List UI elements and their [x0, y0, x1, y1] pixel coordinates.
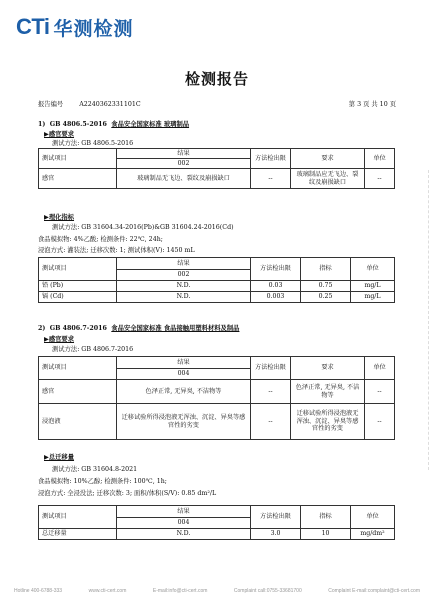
- subsection-title: ▶感官要求: [44, 131, 75, 138]
- page-edge-marks: [428, 170, 434, 470]
- test-method-line: 测试方法: GB 31604.34-2016(Pb)&GB 31604.24-2016(Cd): [52, 224, 234, 231]
- footer-email: E-mail:info@cti-cert.com: [152, 588, 208, 594]
- test-method-line: 测试方法: GB 4806.7-2016: [52, 346, 134, 353]
- physicochemical-table-glass: [38, 257, 395, 303]
- subsection-title: ▶总迁移量: [44, 454, 75, 461]
- report-title: 检测报告: [184, 70, 249, 88]
- test-condition-line: 浸泡方式: 灌装法; 迁移次数: 1; 测试体积(V): 1450 mL: [38, 247, 195, 254]
- table-header-cell: 方法检出限: [251, 258, 301, 281]
- footer-complaint-email: Complaint E-mail:complaint@cti-cert.com: [328, 588, 420, 594]
- report-number-value: A2240362331101C: [79, 101, 141, 108]
- section-standard-name: 食品安全国家标准 食品接触用塑料材料及制品: [111, 325, 240, 332]
- report-number-label: 报告编号: [38, 101, 64, 108]
- table-header-cell: 单位: [351, 258, 395, 281]
- table-header-cell: 测试项目: [39, 357, 117, 380]
- section-number: 2): [38, 325, 46, 332]
- table-header-cell: 单位: [365, 149, 395, 169]
- table-header-cell: 单位: [351, 506, 395, 529]
- table-header-cell: 要求: [291, 149, 365, 169]
- page-info: 第 3 页 共 10 页: [348, 101, 396, 108]
- table-header-cell: 方法检出限: [251, 149, 291, 169]
- section-standard: GB 4806.7-2016: [49, 325, 107, 332]
- table-header-cell: 测试项目: [39, 258, 117, 281]
- table-header-cell: 结果: [117, 149, 251, 159]
- subsection-title: ▶感官要求: [44, 336, 75, 343]
- table-header-cell: 要求: [291, 357, 365, 380]
- table-header-cell: 指标: [301, 506, 351, 529]
- sensory-table-glass: [38, 148, 395, 189]
- sample-number-cell: 004: [117, 369, 251, 380]
- table-row: 感官 玻璃制品无飞边、裂纹及崩损缺口 -- 玻璃制品应无飞边、裂纹及崩损缺口 --: [39, 169, 395, 189]
- table-header-cell: 指标: [301, 258, 351, 281]
- table-header-cell: 结果: [117, 357, 251, 369]
- table-header-cell: 单位: [365, 357, 395, 380]
- table-row: 铅 (Pb) N.D. 0.03 0.75 mg/L: [39, 281, 395, 292]
- page-footer: [14, 588, 420, 594]
- table-header-cell: 测试项目: [39, 149, 117, 169]
- test-condition-line: 食品模拟物: 10%乙醇; 检测条件: 100℃, 1h;: [38, 478, 167, 485]
- test-condition-line: 食品模拟物: 4%乙酸; 检测条件: 22℃, 24h;: [38, 236, 163, 243]
- logo-chinese-name: 华测检测: [53, 18, 134, 40]
- section-number: 1): [38, 121, 46, 128]
- subsection-title: ▶理化指标: [44, 214, 75, 221]
- table-header-cell: 方法检出限: [251, 357, 291, 380]
- logo-text: CTi: [16, 14, 50, 39]
- table-header-cell: 结果: [117, 506, 251, 518]
- table-header-cell: 方法检出限: [251, 506, 301, 529]
- sample-number-cell: 002: [117, 270, 251, 281]
- table-row: 浸泡液 迁移试验所得浸泡液无浑浊、沉淀、异臭等感官性的劣变 -- 迁移试验所得浸泡液无浑浊、沉淀、异臭等感官性的劣变 --: [39, 404, 395, 440]
- table-row: 镉 (Cd) N.D. 0.003 0.25 mg/L: [39, 292, 395, 303]
- sample-number-cell: 004: [117, 518, 251, 529]
- report-meta: [38, 99, 396, 108]
- sensory-table-plastic: [38, 356, 395, 440]
- section-heading-1: [38, 119, 189, 128]
- migration-table-plastic: [38, 505, 395, 540]
- company-logo: [16, 14, 134, 40]
- section-standard-name: 食品安全国家标准 玻璃制品: [111, 121, 190, 128]
- sample-number-cell: 002: [117, 159, 251, 169]
- table-header-cell: 结果: [117, 258, 251, 270]
- footer-hotline: Hotline 400-6788-333: [14, 588, 63, 594]
- test-condition-line: 浸泡方式: 全浸没法; 迁移次数: 3; 面积/体积(S/V): 0.85 dm²/L: [38, 490, 217, 497]
- test-method-line: 测试方法: GB 4806.5-2016: [52, 140, 134, 147]
- section-standard: GB 4806.5-2016: [49, 121, 107, 128]
- table-row: 感官 色泽正常, 无异臭, 不洁物等 -- 色泽正常, 无异臭, 不洁物等 --: [39, 380, 395, 404]
- table-row: 总迁移量 N.D. 3.0 10 mg/dm²: [39, 529, 395, 540]
- footer-website: www.cti-cert.com: [88, 588, 127, 594]
- section-heading-2: [38, 323, 239, 332]
- footer-complaint-call: Complaint call:0755-33681700: [233, 588, 302, 594]
- table-header-cell: 测试项目: [39, 506, 117, 529]
- test-method-line: 测试方法: GB 31604.8-2021: [52, 466, 138, 473]
